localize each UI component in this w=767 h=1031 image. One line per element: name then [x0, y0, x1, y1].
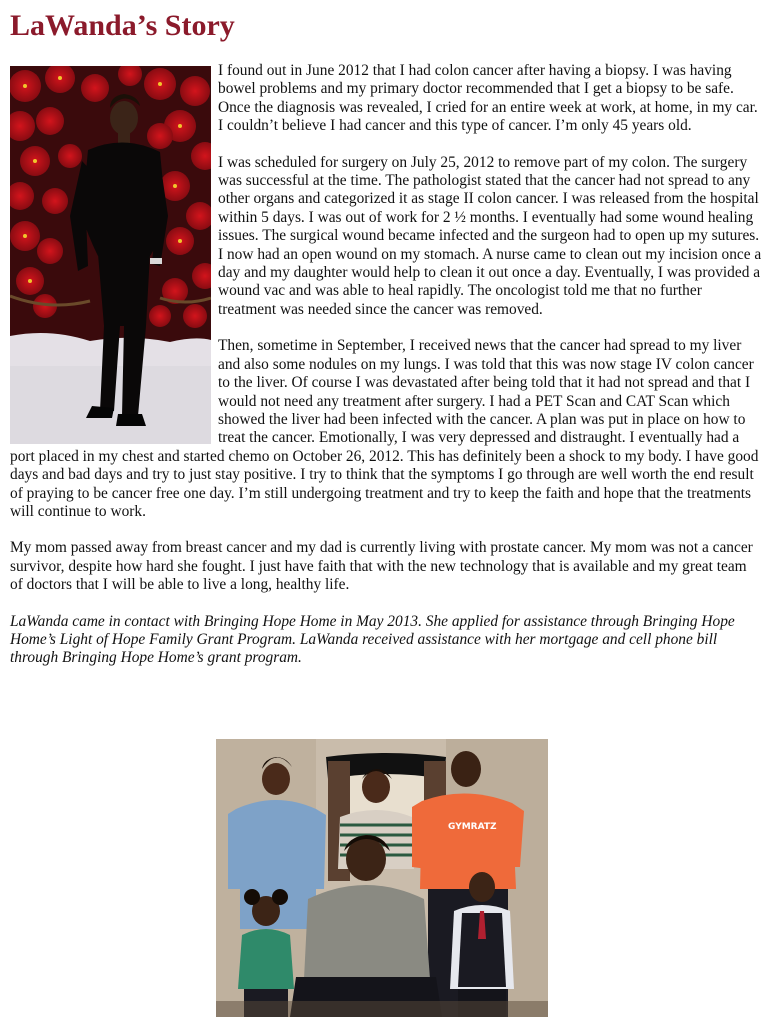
family-photo-illustration [216, 739, 548, 1017]
story-paragraph: I found out in June 2012 that I had colon cancer after having a biopsy. I was having bowel problems and my primary doctor recommended that I get a biopsy to be safe. Once the diagnosis was revealed, I cried for an entire week at work, at home, in my car. I couldn’t believe I had cancer and this type of cancer. I’m only 45 years old. [218, 62, 758, 135]
story-body [10, 62, 762, 686]
closing-note: LaWanda came in contact with Bringing Hope Home in May 2013. She applied for assistance through Bringing Hope Home’s Light of Hope Family Grant Program. LaWanda received assistance with her mortgage and cell phone bill through Bringing Hope Home’s grant program. [10, 612, 735, 667]
story-paragraph: My mom passed away from breast cancer and my dad is currently living with prostate cancer. My mom was not a cancer survivor, despite how hard she fought. I just have faith that with the new technology that is available and my great team of doctors that I will be able to live a long, healthy life. [10, 539, 753, 594]
portrait-photo-illustration [10, 66, 211, 444]
family-photo [216, 739, 548, 1017]
page-title: LaWanda’s Story [10, 9, 235, 42]
story-paragraph: Then, sometime in September, I received news that the cancer had spread to my liver and also some nodules on my lungs. I was told that this was now stage IV colon cancer to the liver. Of course I was devastated after being told that it had not spread and that I would not need any treatment after surgery. I had a PET Scan and CAT Scan which showed the liver had been infected with the cancer. A plan was put in place on how to treat the cancer. Emotionally, I was very depressed and distraught. I eventually had a port placed in my chest and started chemo on October 26, 2012. This has definitely been a shock to my body. I have good days and bad days and try to just stay positive. I try to think that the symptoms I go through are well worth the end result of praying to be cancer free one day. I’m still undergoing treatment and try to keep the faith and hope that the treatments will continue to work. [10, 337, 759, 520]
story-paragraph: I was scheduled for surgery on July 25, 2012 to remove part of my colon. The surgery was successful at the time. The pathologist stated that the cancer had not spread to any other organs and categorized it as stage II colon cancer. I was released from the hospital within 5 days. I was out of work for 2 ½ months. I eventually had some wound healing issues. The surgical wound became infected and the surgeon had to open up my sutures. I now had an open wound on my stomach. A nurse came to clean out my incision once a day and my daughter would help to clean it out once a day. Eventually, I was provided a wound vac and was able to heal rapidly. The oncologist told me that no further treatment was needed since the cancer was removed. [218, 153, 762, 318]
portrait-photo [10, 66, 211, 444]
shirt-print-text: GYMRATZ [448, 822, 497, 832]
